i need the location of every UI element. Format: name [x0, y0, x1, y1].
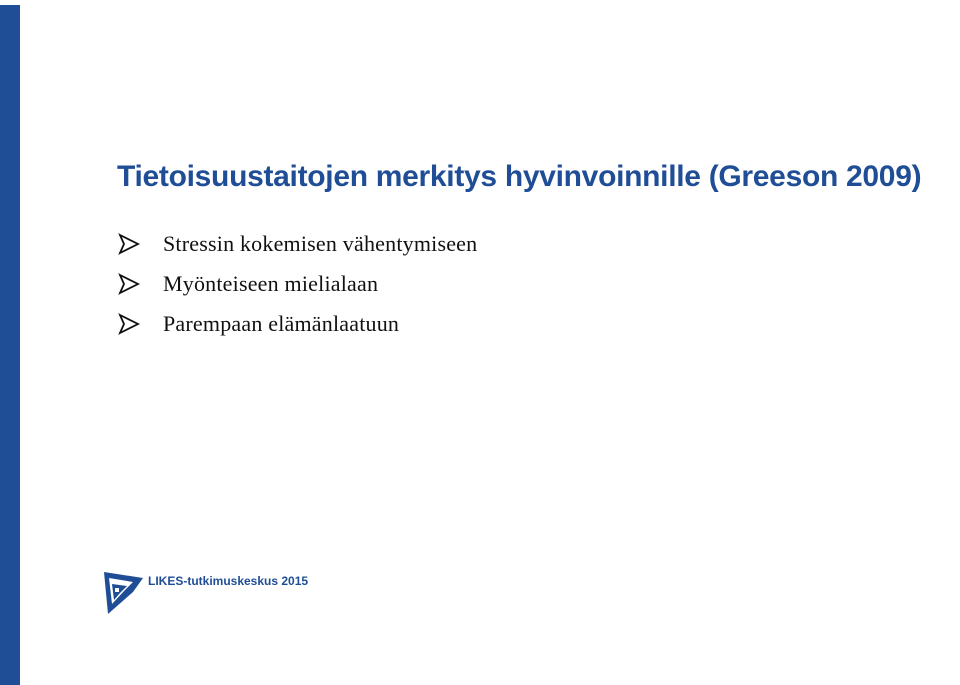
arrowhead-bullet-icon — [117, 312, 141, 336]
list-item — [117, 264, 477, 304]
arrowhead-bullet-icon — [117, 232, 141, 256]
bullet-text: Stressin kokemisen vähentymiseen — [163, 231, 478, 256]
arrowhead-bullet-icon — [117, 272, 141, 296]
list-item — [117, 304, 477, 344]
footer-text: LIKES-tutkimuskeskus 2015 — [148, 574, 309, 588]
bullet-text: Myönteiseen mielialaan — [163, 271, 379, 296]
slide-title: Tietoisuustaitojen merkitys hyvinvoinnille (Greeson 2009) — [117, 160, 922, 193]
likes-logo-icon — [103, 570, 145, 614]
left-accent-bar — [0, 5, 20, 685]
bullet-list — [117, 224, 477, 344]
bullet-text: Parempaan elämänlaatuun — [163, 311, 400, 336]
list-item — [117, 224, 477, 264]
footer — [103, 570, 308, 614]
